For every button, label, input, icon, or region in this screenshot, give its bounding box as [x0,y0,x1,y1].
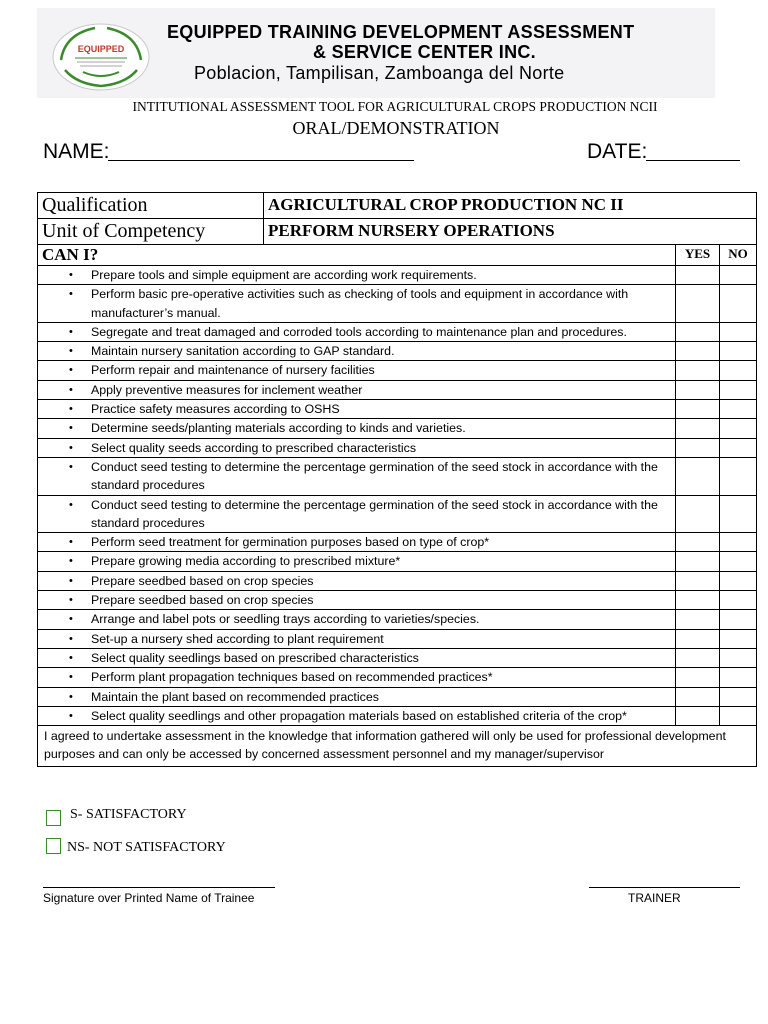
name-label: NAME: [43,140,110,163]
assessment-table [37,192,757,767]
yes-cell[interactable] [676,552,720,571]
no-cell[interactable] [720,591,757,610]
competency-row [38,285,757,323]
yes-cell[interactable] [676,342,720,361]
bullet-icon: • [69,709,73,722]
no-cell[interactable] [720,610,757,629]
no-cell[interactable] [720,322,757,341]
no-cell[interactable] [720,419,757,438]
yes-cell[interactable] [676,438,720,457]
yes-cell[interactable] [676,687,720,706]
no-cell[interactable] [720,571,757,590]
competency-row [38,322,757,341]
satisfactory-checkbox[interactable] [46,810,61,826]
competency-row [38,380,757,399]
no-cell[interactable] [720,706,757,725]
no-cell[interactable] [720,380,757,399]
competency-row [38,687,757,706]
agreement-statement: I agreed to undertake assessment in the knowledge that information gathered will only be used for professional development purposes and can only be accessed by concerned assessment personnel and my manager/supervisor [38,726,757,767]
competency-item-text: Select quality seedlings and other propagation materials based on established criteria of the crop* [91,708,627,723]
org-name-line1: EQUIPPED TRAINING DEVELOPMENT ASSESSMENT [167,22,635,42]
yes-cell[interactable] [676,648,720,667]
no-cell[interactable] [720,668,757,687]
competency-row [38,400,757,419]
no-cell[interactable] [720,648,757,667]
no-cell[interactable] [720,342,757,361]
no-cell[interactable] [720,457,757,495]
no-cell[interactable] [720,495,757,533]
competency-row [38,342,757,361]
bullet-icon: • [69,613,73,626]
yes-cell[interactable] [676,400,720,419]
no-cell[interactable] [720,400,757,419]
bullet-icon: • [69,555,73,568]
competency-row [38,648,757,667]
no-header: NO [720,245,757,266]
trainer-signature-line[interactable] [589,887,740,888]
logo-text: EQUIPPED [77,44,125,54]
bullet-icon: • [69,574,73,587]
bullet-icon: • [69,632,73,645]
competency-row [38,361,757,380]
yes-cell[interactable] [676,285,720,323]
no-cell[interactable] [720,361,757,380]
yes-cell[interactable] [676,380,720,399]
competency-item-text: Perform plant propagation techniques based on recommended practices* [91,670,493,685]
competency-item-text: Maintain the plant based on recommended practices [91,689,379,704]
competency-row [38,610,757,629]
bullet-icon: • [69,288,73,301]
competency-row [38,591,757,610]
assessment-type: ORAL/DEMONSTRATION [292,118,500,138]
competency-items [38,266,757,726]
competency-row [38,457,757,495]
org-name-line2: & SERVICE CENTER INC. [312,42,536,62]
yes-cell[interactable] [676,571,720,590]
header-banner [37,8,715,98]
competency-row [38,571,757,590]
competency-item-text: Perform repair and maintenance of nursery facilities [91,363,375,378]
bullet-icon: • [69,422,73,435]
bullet-icon: • [69,498,73,511]
bullet-icon: • [69,460,73,473]
competency-row [38,552,757,571]
competency-item-text: Perform seed treatment for germination purposes based on type of crop* [91,535,490,550]
competency-row [38,629,757,648]
competency-item-text: Determine seeds/planting materials according to kinds and varieties. [91,421,466,436]
trainee-signature-line[interactable] [43,887,275,888]
not-satisfactory-checkbox[interactable] [46,838,61,854]
yes-cell[interactable] [676,419,720,438]
bullet-icon: • [69,441,73,454]
competency-item-text: Conduct seed testing to determine the percentage germination of the seed stock in accordance with the standard procedures [91,459,658,493]
competency-item-text: Prepare seedbed based on crop species [91,573,314,588]
can-i-header: CAN I? [38,245,676,266]
not-satisfactory-label: NS- NOT SATISFACTORY [67,840,226,855]
no-cell[interactable] [720,533,757,552]
unit-of-competency-value: PERFORM NURSERY OPERATIONS [264,219,757,245]
competency-item-text: Set-up a nursery shed according to plant requirement [91,631,384,646]
competency-row [38,266,757,285]
competency-row [38,419,757,438]
qualification-label: Qualification [38,193,264,219]
competency-item-text: Practice safety measures according to OSHS [91,402,340,417]
yes-cell[interactable] [676,533,720,552]
qualification-value: AGRICULTURAL CROP PRODUCTION NC II [264,193,757,219]
competency-item-text: Perform basic pre-operative activities such as checking of tools and equipment in accordance with manufacturer’s manual. [91,287,629,320]
competency-row [38,533,757,552]
competency-row [38,438,757,457]
competency-row [38,706,757,725]
competency-item-text: Apply preventive measures for inclement weather [91,382,363,397]
competency-item-text: Prepare growing media according to prescribed mixture* [91,554,401,569]
date-label: DATE: [587,140,648,163]
no-cell[interactable] [720,629,757,648]
yes-cell[interactable] [676,266,720,285]
yes-cell[interactable] [676,457,720,495]
bullet-icon: • [69,671,73,684]
competency-item-text: Select quality seedlings based on prescribed characteristics [91,650,419,665]
competency-item-text: Maintain nursery sanitation according to GAP standard. [91,344,395,359]
bullet-icon: • [69,690,73,703]
competency-item-text: Prepare tools and simple equipment are according work requirements. [91,268,477,282]
bullet-icon: • [69,651,73,664]
competency-item-text: Arrange and label pots or seedling trays according to varieties/species. [91,612,480,627]
yes-cell[interactable] [676,495,720,533]
no-cell[interactable] [720,552,757,571]
bullet-icon: • [69,536,73,549]
competency-item-text: Conduct seed testing to determine the percentage germination of the seed stock in accordance with the standard procedures [91,497,658,530]
competency-row [38,668,757,687]
bullet-icon: • [69,325,73,338]
bullet-icon: • [69,594,73,607]
yes-cell[interactable] [676,668,720,687]
yes-cell[interactable] [676,629,720,648]
unit-of-competency-label: Unit of Competency [38,219,264,245]
competency-item-text: Segregate and treat damaged and corroded tools according to maintenance plan and procedures. [91,324,627,339]
bullet-icon: • [69,383,73,396]
yes-cell[interactable] [676,591,720,610]
name-field[interactable] [108,160,414,161]
yes-cell[interactable] [676,706,720,725]
bullet-icon: • [69,345,73,358]
date-field[interactable] [646,160,740,161]
no-cell[interactable] [720,266,757,285]
equipped-logo [47,22,155,92]
competency-item-text: Select quality seeds according to prescribed characteristics [91,440,417,455]
bullet-icon: • [69,364,73,377]
satisfactory-label: S- SATISFACTORY [70,807,187,822]
trainee-signature-label: Signature over Printed Name of Trainee [43,891,255,905]
no-cell[interactable] [720,285,757,323]
no-cell[interactable] [720,438,757,457]
org-address: Poblacion, Tampilisan, Zamboanga del Norte [194,63,565,83]
competency-item-text: Prepare seedbed based on crop species [91,593,314,608]
yes-cell[interactable] [676,361,720,380]
bullet-icon: • [69,403,73,416]
competency-row [38,495,757,533]
yes-cell[interactable] [676,610,720,629]
yes-cell[interactable] [676,322,720,341]
trainer-signature-label: TRAINER [628,891,681,905]
bullet-icon: • [69,269,73,281]
yes-header: YES [676,245,720,266]
tool-title: INTITUTIONAL ASSESSMENT TOOL FOR AGRICULTURAL CROPS PRODUCTION NCII [132,99,658,114]
no-cell[interactable] [720,687,757,706]
